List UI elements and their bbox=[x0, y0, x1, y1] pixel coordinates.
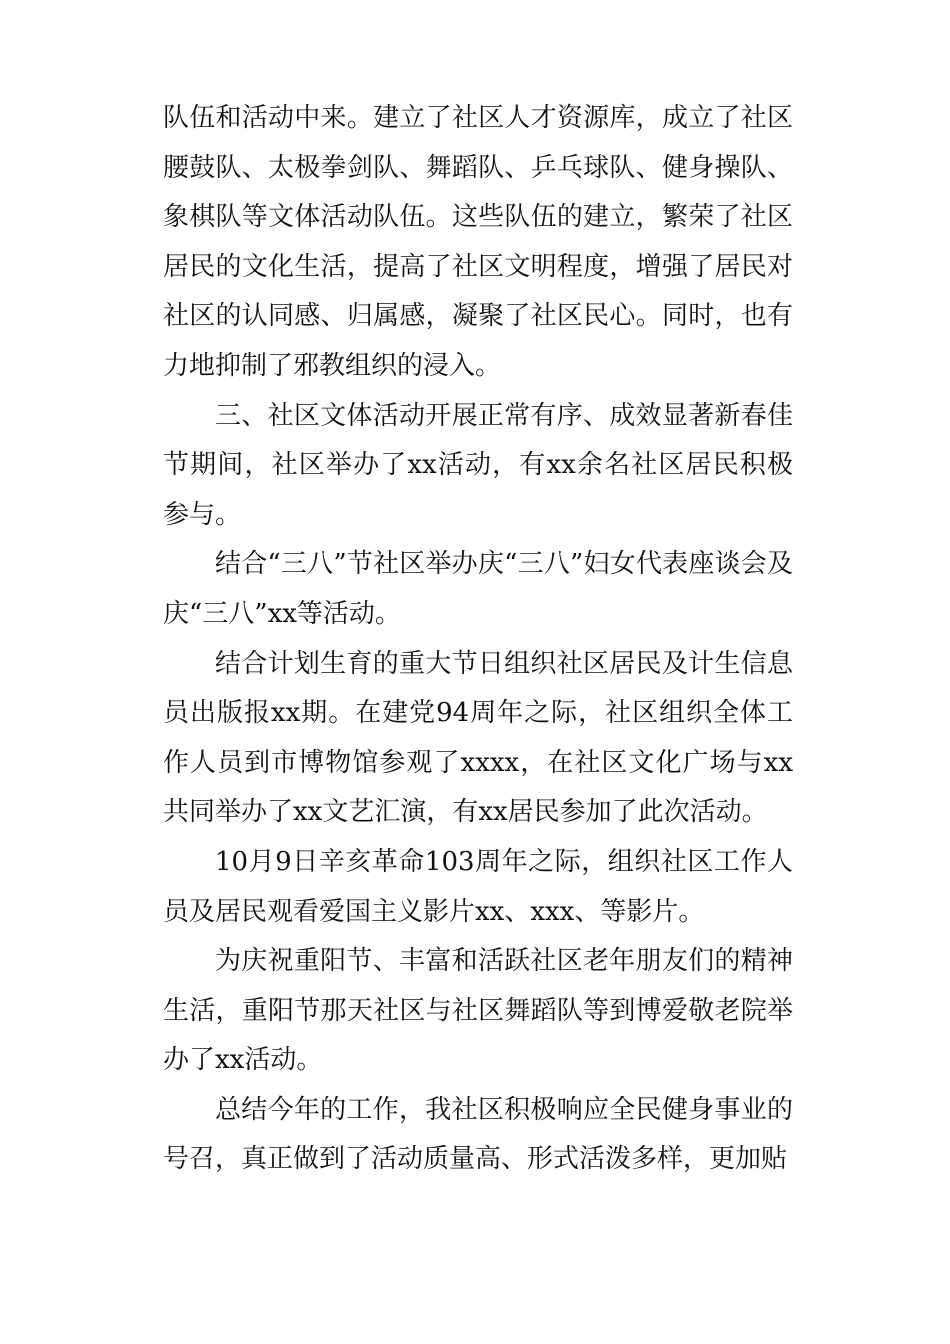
paragraph-chongyang-festival: 为庆祝重阳节、丰富和活跃社区老年朋友们的精神生活，重阳节那天社区与社区舞蹈队等到博爱敬老院举办了xx活动。 bbox=[163, 946, 793, 1076]
paragraph-womens-day: 结合“三八”节社区举办庆“三八”妇女代表座谈会及庆“三八”xx等活动。 bbox=[163, 549, 793, 629]
paragraph-continuation: 队伍和活动中来。建立了社区人才资源库，成立了社区腰鼓队、太极拳剑队、舞蹈队、乒乓球队、健身操队、象棋队等文体活动队伍。这些队伍的建立，繁荣了社区居民的文化生活，提高了社区文明程度，增强了居民对社区的认同感、归属感，凝聚了社区民心。同时，也有力地抑制了邪教组织的浸入。 bbox=[163, 103, 793, 381]
document-body bbox=[163, 94, 793, 1185]
paragraph-xinhai-revolution: 10月9日辛亥革命103周年之际，组织社区工作人员及居民观看爱国主义影片xx、xxx、等影片。 bbox=[163, 846, 793, 927]
paragraph-section-three: 三、社区文体活动开展正常有序、成效显著新春佳节期间，社区举办了xx活动，有xx余名社区居民积极参与。 bbox=[163, 400, 793, 530]
paragraph-family-planning: 结合计划生育的重大节日组织社区居民及计生信息员出版报xx期。在建党94周年之际，社区组织全体工作人员到市博物馆参观了xxxx，在社区文化广场与xx共同举办了xx文艺汇演，有xx居民参加了此次活动。 bbox=[163, 648, 793, 828]
paragraph-summary: 总结今年的工作，我社区积极响应全民健身事业的号召，真正做到了活动质量高、形式活泼多样，更加贴 bbox=[163, 1094, 793, 1175]
